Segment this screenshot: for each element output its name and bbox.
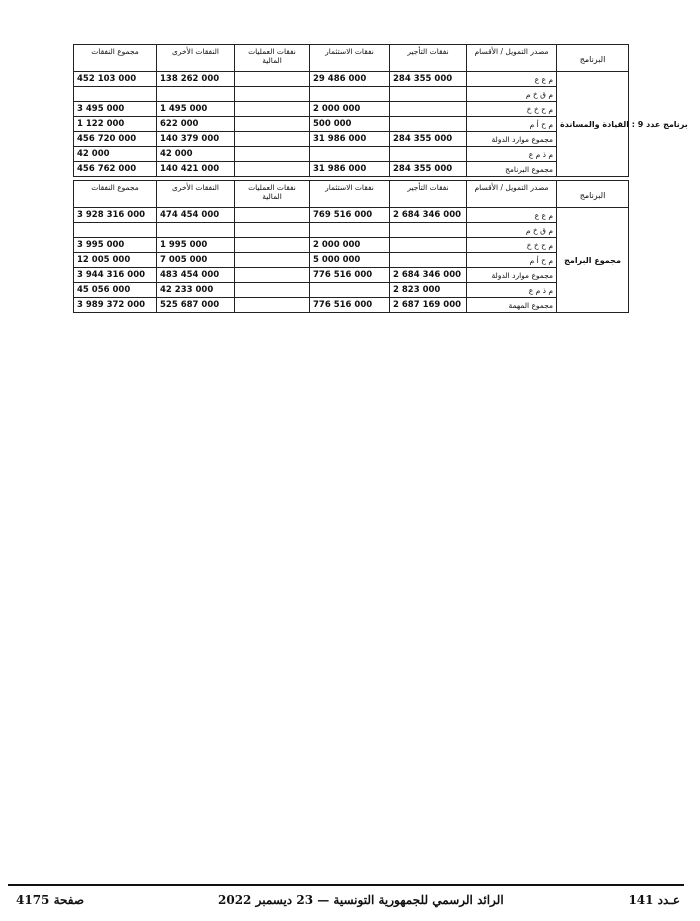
cell-investment xyxy=(310,223,390,238)
table-header-row xyxy=(74,45,629,72)
cell-other xyxy=(157,223,235,238)
cell-operating xyxy=(390,223,467,238)
table-body xyxy=(74,72,688,177)
cell-operating xyxy=(390,102,467,117)
header-total: مجموع النفقات xyxy=(74,181,157,208)
program-label: مجموع البرامج xyxy=(557,208,629,313)
table-row xyxy=(74,268,629,283)
issue-number: عـدد 141 xyxy=(628,893,680,907)
cell-other: 525 687 000 xyxy=(157,298,235,313)
table-row xyxy=(74,132,629,147)
cell-total xyxy=(74,87,157,102)
cell-total: 456 720 000 xyxy=(74,132,157,147)
cell-other: 140 379 000 xyxy=(157,132,235,147)
cell-financial-ops xyxy=(235,87,310,102)
table-row xyxy=(74,283,629,298)
cell-investment xyxy=(310,87,390,102)
header-other: النفقات الأخرى xyxy=(157,181,235,208)
cell-total: 456 762 000 xyxy=(74,162,157,177)
header-funding-source: مصدر التمويل / الأقسام xyxy=(467,45,557,72)
cell-total xyxy=(74,223,157,238)
header-other: النفقات الأخرى xyxy=(157,45,235,72)
cell-other: 140 421 000 xyxy=(157,162,235,177)
table-row xyxy=(74,102,629,117)
cell-investment: 769 516 000 xyxy=(310,208,390,223)
cell-financial-ops xyxy=(235,298,310,313)
cell-operating xyxy=(390,253,467,268)
header-funding-source: مصدر التمويل / الأقسام xyxy=(467,181,557,208)
table-row xyxy=(74,162,629,177)
cell-operating xyxy=(390,147,467,162)
table-row xyxy=(74,117,629,132)
header-total: مجموع النفقات xyxy=(74,45,157,72)
cell-other: 7 005 000 xyxy=(157,253,235,268)
cell-investment: 31 986 000 xyxy=(310,132,390,147)
cell-financial-ops xyxy=(235,72,310,87)
header-operating: نفقات التأجير xyxy=(390,181,467,208)
cell-investment: 2 000 000 xyxy=(310,238,390,253)
budget-table-program-9 xyxy=(73,44,688,177)
cell-funding-source: م ح خ خ xyxy=(467,238,557,253)
cell-funding-source: مجموع المهمة xyxy=(467,298,557,313)
cell-funding-source: م ح خ خ xyxy=(467,102,557,117)
cell-financial-ops xyxy=(235,132,310,147)
cell-funding-source: م ع ع xyxy=(467,72,557,87)
header-financial-ops: نفقات العمليات المالية xyxy=(235,181,310,208)
cell-total: 12 005 000 xyxy=(74,253,157,268)
page-footer xyxy=(8,893,684,913)
cell-operating: 2 687 169 000 xyxy=(390,298,467,313)
header-program: البرنامج xyxy=(557,181,629,208)
page-number: صفحة 4175 xyxy=(16,893,85,907)
cell-investment: 776 516 000 xyxy=(310,298,390,313)
footer-rule xyxy=(8,884,684,886)
table-row xyxy=(74,87,629,102)
cell-funding-source: مجموع موارد الدولة xyxy=(467,132,557,147)
header-investment: نفقات الاستثمار xyxy=(310,45,390,72)
cell-operating: 2 684 346 000 xyxy=(390,268,467,283)
cell-funding-source: م ح أ م xyxy=(467,117,557,132)
cell-funding-source: م ح أ م xyxy=(467,253,557,268)
cell-financial-ops xyxy=(235,117,310,132)
cell-other: 622 000 xyxy=(157,117,235,132)
cell-financial-ops xyxy=(235,208,310,223)
cell-operating: 284 355 000 xyxy=(390,162,467,177)
cell-other: 1 495 000 xyxy=(157,102,235,117)
gazette-title: الرائد الرسمي للجمهورية التونسية — 23 ديسمبر 2022 xyxy=(218,893,504,907)
cell-financial-ops xyxy=(235,238,310,253)
table-row xyxy=(74,253,629,268)
cell-operating: 284 355 000 xyxy=(390,72,467,87)
table-row xyxy=(74,238,629,253)
cell-funding-source: مجموع البرنامج xyxy=(467,162,557,177)
cell-investment xyxy=(310,147,390,162)
cell-other: 42 233 000 xyxy=(157,283,235,298)
cell-investment: 2 000 000 xyxy=(310,102,390,117)
cell-investment: 31 986 000 xyxy=(310,162,390,177)
cell-financial-ops xyxy=(235,268,310,283)
table-row xyxy=(74,223,629,238)
cell-investment: 500 000 xyxy=(310,117,390,132)
table-header-row xyxy=(74,181,629,208)
cell-other: 138 262 000 xyxy=(157,72,235,87)
cell-operating: 284 355 000 xyxy=(390,132,467,147)
cell-investment: 776 516 000 xyxy=(310,268,390,283)
cell-operating: 2 823 000 xyxy=(390,283,467,298)
cell-funding-source: م ق خ م xyxy=(467,223,557,238)
cell-financial-ops xyxy=(235,162,310,177)
cell-financial-ops xyxy=(235,147,310,162)
cell-financial-ops xyxy=(235,253,310,268)
cell-funding-source: م ع ع xyxy=(467,208,557,223)
budget-table-all-programs xyxy=(73,180,629,313)
header-program: البرنامج xyxy=(557,45,629,72)
cell-investment xyxy=(310,283,390,298)
cell-total: 452 103 000 xyxy=(74,72,157,87)
cell-funding-source: م ذ م ع xyxy=(467,147,557,162)
table-row xyxy=(74,298,629,313)
cell-total: 1 122 000 xyxy=(74,117,157,132)
cell-total: 3 928 316 000 xyxy=(74,208,157,223)
cell-total: 3 989 372 000 xyxy=(74,298,157,313)
cell-financial-ops xyxy=(235,223,310,238)
table-row xyxy=(74,147,629,162)
cell-operating xyxy=(390,87,467,102)
table-body xyxy=(74,208,629,313)
cell-investment: 29 486 000 xyxy=(310,72,390,87)
cell-operating xyxy=(390,238,467,253)
cell-operating xyxy=(390,117,467,132)
cell-total: 3 495 000 xyxy=(74,102,157,117)
cell-funding-source: م ذ م ع xyxy=(467,283,557,298)
cell-total: 3 995 000 xyxy=(74,238,157,253)
cell-funding-source: مجموع موارد الدولة xyxy=(467,268,557,283)
cell-other: 42 000 xyxy=(157,147,235,162)
header-operating: نفقات التأجير xyxy=(390,45,467,72)
cell-other: 483 454 000 xyxy=(157,268,235,283)
table-row xyxy=(74,208,629,223)
cell-total: 3 944 316 000 xyxy=(74,268,157,283)
header-investment: نفقات الاستثمار xyxy=(310,181,390,208)
cell-financial-ops xyxy=(235,102,310,117)
program-label: برنامج عدد 9 : القيادة والمساندة xyxy=(557,72,629,177)
cell-total: 45 056 000 xyxy=(74,283,157,298)
cell-operating: 2 684 346 000 xyxy=(390,208,467,223)
table-row xyxy=(74,72,629,87)
cell-financial-ops xyxy=(235,283,310,298)
cell-other xyxy=(157,87,235,102)
cell-investment: 5 000 000 xyxy=(310,253,390,268)
cell-other: 1 995 000 xyxy=(157,238,235,253)
cell-funding-source: م ق خ م xyxy=(467,87,557,102)
header-financial-ops: نفقات العمليات المالية xyxy=(235,45,310,72)
cell-total: 42 000 xyxy=(74,147,157,162)
cell-other: 474 454 000 xyxy=(157,208,235,223)
